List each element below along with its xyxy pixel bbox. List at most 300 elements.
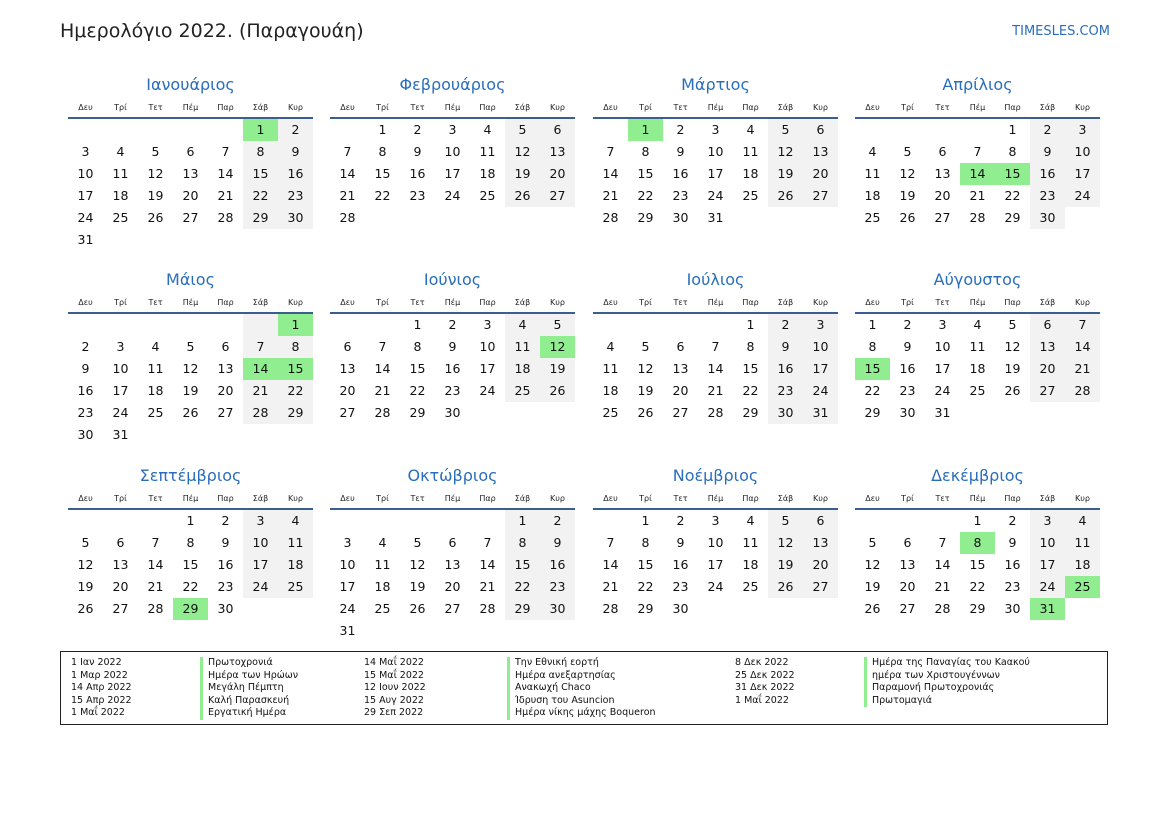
day-cell: 10	[707, 535, 724, 550]
day-cell: 13	[217, 361, 234, 376]
day-cell: 2	[278, 119, 313, 141]
day-cell: 26	[147, 210, 164, 225]
weekday-header: Δευ	[855, 489, 890, 510]
day-cell: 10	[243, 532, 278, 554]
day-cell: 16	[1030, 163, 1065, 185]
legend-date: 14 Απρ 2022	[71, 682, 132, 694]
day-cell: 4	[746, 513, 755, 528]
month-calendar	[855, 463, 1100, 620]
day-cell: 26	[540, 380, 575, 402]
holiday-day-cell: 14	[960, 163, 995, 185]
weekday-header: Τρί	[365, 293, 400, 314]
day-cell: 20	[803, 554, 838, 576]
day-cell: 27	[803, 185, 838, 207]
legend-date: 15 Αυγ 2022	[364, 694, 424, 706]
weekday-header: Παρ	[470, 293, 505, 314]
month-name: Αύγουστος	[933, 270, 1022, 289]
day-cell: 9	[768, 336, 803, 358]
legend-date: 1 Μαΐ 2022	[735, 694, 789, 706]
site-link[interactable]: TIMESLES.COM	[1012, 24, 1110, 39]
day-cell: 16	[672, 166, 689, 181]
weekday-header: Τετ	[663, 293, 698, 314]
weekday-header: Πέμ	[435, 489, 470, 510]
day-cell: 20	[803, 163, 838, 185]
day-cell: 27	[672, 405, 689, 420]
day-cell: 10	[479, 339, 496, 354]
day-cell: 9	[676, 144, 685, 159]
day-cell: 15	[505, 554, 540, 576]
day-cell: 19	[768, 163, 803, 185]
day-cell: 23	[217, 579, 234, 594]
empty-cell	[68, 314, 103, 336]
day-cell: 6	[448, 535, 457, 550]
day-cell: 1	[378, 122, 387, 137]
day-cell: 18	[864, 188, 881, 203]
holiday-day-cell: 25	[1065, 576, 1100, 598]
day-cell: 12	[409, 557, 426, 572]
weekday-header: Παρ	[995, 293, 1030, 314]
day-cell: 7	[606, 535, 615, 550]
day-cell: 8	[746, 339, 755, 354]
weekday-header: Πέμ	[960, 293, 995, 314]
day-cell: 28	[243, 402, 278, 424]
legend-holiday-name: Ίδρυση του Asuncion	[515, 694, 615, 706]
empty-cell	[435, 510, 470, 532]
day-cell: 12	[1004, 339, 1021, 354]
day-grid	[68, 293, 313, 446]
day-cell: 26	[768, 576, 803, 598]
day-cell: 14	[374, 361, 391, 376]
day-cell: 12	[147, 166, 164, 181]
day-grid	[330, 293, 575, 424]
day-cell: 21	[707, 383, 724, 398]
day-cell: 12	[637, 361, 654, 376]
day-cell: 25	[112, 210, 129, 225]
day-cell: 28	[602, 210, 619, 225]
day-cell: 25	[147, 405, 164, 420]
day-cell: 21	[339, 188, 356, 203]
day-cell: 19	[637, 383, 654, 398]
weekday-header: Δευ	[330, 489, 365, 510]
day-cell: 3	[343, 535, 352, 550]
legend-names-col-3	[864, 657, 1030, 707]
day-cell: 24	[77, 210, 94, 225]
day-cell: 13	[182, 166, 199, 181]
day-cell: 10	[803, 336, 838, 358]
day-cell: 20	[540, 163, 575, 185]
day-grid	[593, 98, 838, 229]
day-cell: 25	[969, 383, 986, 398]
day-cell: 23	[672, 188, 689, 203]
day-cell: 15	[374, 166, 391, 181]
empty-cell	[400, 510, 435, 532]
empty-cell	[960, 119, 995, 141]
day-cell: 31	[934, 405, 951, 420]
weekday-header: Τρί	[890, 98, 925, 119]
legend-date: 1 Ιαν 2022	[71, 657, 122, 668]
day-cell: 23	[1004, 579, 1021, 594]
day-cell: 7	[711, 339, 720, 354]
day-cell: 30	[1030, 207, 1065, 229]
day-cell: 11	[742, 144, 759, 159]
weekday-header: Κυρ	[278, 293, 313, 314]
day-cell: 26	[899, 210, 916, 225]
day-cell: 10	[339, 557, 356, 572]
day-cell: 5	[505, 119, 540, 141]
day-cell: 15	[969, 557, 986, 572]
day-cell: 9	[448, 339, 457, 354]
day-cell: 15	[637, 557, 654, 572]
day-cell: 27	[112, 601, 129, 616]
day-cell: 1	[973, 513, 982, 528]
weekday-header: Παρ	[208, 489, 243, 510]
day-cell: 29	[278, 402, 313, 424]
legend-holiday-name: Εργατική Ημέρα	[208, 707, 287, 719]
day-cell: 17	[934, 361, 951, 376]
day-grid	[855, 98, 1100, 229]
day-cell: 14	[707, 361, 724, 376]
weekday-header: Κυρ	[803, 98, 838, 119]
day-cell: 22	[742, 383, 759, 398]
day-cell: 21	[147, 579, 164, 594]
weekday-header: Τετ	[925, 98, 960, 119]
day-cell: 1	[868, 317, 877, 332]
weekday-header: Πέμ	[698, 489, 733, 510]
day-cell: 4	[973, 317, 982, 332]
day-cell: 30	[77, 427, 94, 442]
month-name: Μάρτιος	[681, 75, 750, 94]
weekday-header: Σάβ	[243, 293, 278, 314]
day-cell: 5	[186, 339, 195, 354]
legend-holiday-name: ημέρα των Χριστουγέννων	[872, 669, 1000, 681]
legend-date: 1 Μαρ 2022	[71, 669, 128, 681]
weekday-header: Κυρ	[803, 489, 838, 510]
day-cell: 17	[707, 166, 724, 181]
day-grid	[68, 489, 313, 620]
day-cell: 2	[413, 122, 422, 137]
day-cell: 14	[147, 557, 164, 572]
month-calendar	[593, 463, 838, 620]
legend-holiday-name: Πρωτομαγιά	[872, 694, 933, 706]
legend-date: 15 Απρ 2022	[71, 694, 132, 706]
day-cell: 14	[1065, 336, 1100, 358]
day-cell: 25	[742, 188, 759, 203]
day-cell: 15	[637, 166, 654, 181]
weekday-header: Τετ	[925, 293, 960, 314]
legend-names-col-2	[507, 657, 656, 720]
day-cell: 3	[711, 513, 720, 528]
day-cell: 18	[278, 554, 313, 576]
day-cell: 20	[1030, 358, 1065, 380]
day-cell: 12	[864, 557, 881, 572]
day-cell: 27	[540, 185, 575, 207]
day-cell: 22	[278, 380, 313, 402]
day-cell: 18	[505, 358, 540, 380]
weekday-header: Παρ	[208, 98, 243, 119]
day-cell: 30	[899, 405, 916, 420]
day-cell: 13	[540, 141, 575, 163]
day-cell: 21	[374, 383, 391, 398]
day-cell: 21	[1065, 358, 1100, 380]
day-cell: 22	[182, 579, 199, 594]
day-cell: 24	[112, 405, 129, 420]
weekday-header: Σάβ	[1030, 293, 1065, 314]
day-cell: 26	[1004, 383, 1021, 398]
weekday-header: Δευ	[593, 293, 628, 314]
empty-cell	[208, 119, 243, 141]
day-cell: 8	[186, 535, 195, 550]
day-cell: 22	[505, 576, 540, 598]
day-cell: 18	[742, 166, 759, 181]
day-cell: 25	[864, 210, 881, 225]
day-cell: 27	[1030, 380, 1065, 402]
month-calendar	[593, 72, 838, 229]
day-grid	[855, 293, 1100, 424]
day-cell: 4	[868, 144, 877, 159]
day-cell: 24	[243, 576, 278, 598]
day-cell: 15	[243, 163, 278, 185]
day-cell: 18	[374, 579, 391, 594]
day-cell: 5	[768, 119, 803, 141]
day-cell: 29	[864, 405, 881, 420]
day-cell: 2	[81, 339, 90, 354]
day-cell: 17	[77, 188, 94, 203]
weekday-header: Δευ	[330, 98, 365, 119]
weekday-header: Τετ	[663, 98, 698, 119]
day-cell: 7	[151, 535, 160, 550]
day-cell: 10	[1065, 141, 1100, 163]
day-cell: 30	[540, 598, 575, 620]
weekday-header: Δευ	[593, 489, 628, 510]
day-cell: 29	[1004, 210, 1021, 225]
day-cell: 11	[1065, 532, 1100, 554]
day-cell: 18	[742, 557, 759, 572]
day-cell: 4	[151, 339, 160, 354]
day-cell: 16	[77, 383, 94, 398]
empty-cell	[208, 314, 243, 336]
day-cell: 26	[77, 601, 94, 616]
day-cell: 7	[1065, 314, 1100, 336]
day-cell: 11	[969, 339, 986, 354]
empty-cell	[138, 119, 173, 141]
day-cell: 16	[899, 361, 916, 376]
day-cell: 18	[602, 383, 619, 398]
day-grid	[593, 293, 838, 424]
day-cell: 11	[147, 361, 164, 376]
empty-cell	[173, 119, 208, 141]
day-cell: 3	[243, 510, 278, 532]
empty-cell	[365, 510, 400, 532]
month-calendar	[68, 267, 313, 446]
day-cell: 22	[374, 188, 391, 203]
month-calendar	[855, 267, 1100, 424]
day-cell: 19	[505, 163, 540, 185]
day-cell: 25	[374, 601, 391, 616]
weekday-header: Σάβ	[243, 489, 278, 510]
weekday-header: Τρί	[103, 293, 138, 314]
day-cell: 10	[77, 166, 94, 181]
day-cell: 6	[1030, 314, 1065, 336]
day-cell: 26	[409, 601, 426, 616]
empty-cell	[365, 314, 400, 336]
day-cell: 13	[803, 532, 838, 554]
day-cell: 8	[868, 339, 877, 354]
weekday-header: Κυρ	[1065, 489, 1100, 510]
weekday-header: Παρ	[995, 98, 1030, 119]
day-cell: 28	[969, 210, 986, 225]
day-cell: 28	[479, 601, 496, 616]
day-cell: 30	[672, 210, 689, 225]
weekday-header: Δευ	[593, 98, 628, 119]
day-cell: 1	[413, 317, 422, 332]
weekday-header: Κυρ	[540, 489, 575, 510]
day-cell: 16	[768, 358, 803, 380]
empty-cell	[628, 314, 663, 336]
holiday-day-cell: 15	[855, 358, 890, 380]
day-cell: 13	[339, 361, 356, 376]
weekday-header: Τρί	[890, 293, 925, 314]
day-cell: 24	[707, 579, 724, 594]
empty-cell	[593, 510, 628, 532]
day-cell: 17	[444, 166, 461, 181]
month-name: Ιούνιος	[423, 270, 482, 289]
legend-dates-col-2	[364, 657, 426, 720]
day-cell: 28	[1065, 380, 1100, 402]
day-cell: 2	[1030, 119, 1065, 141]
month-name: Μάιος	[166, 270, 215, 289]
day-cell: 21	[602, 579, 619, 594]
day-cell: 27	[899, 601, 916, 616]
day-cell: 17	[1030, 554, 1065, 576]
day-cell: 5	[903, 144, 912, 159]
month-name: Δεκέμβριος	[931, 466, 1024, 485]
day-cell: 7	[221, 144, 230, 159]
day-cell: 1	[746, 317, 755, 332]
weekday-header: Παρ	[733, 293, 768, 314]
legend-date: 1 Μαΐ 2022	[71, 707, 125, 719]
day-cell: 18	[969, 361, 986, 376]
day-cell: 6	[343, 339, 352, 354]
day-cell: 4	[116, 144, 125, 159]
day-cell: 8	[243, 141, 278, 163]
empty-cell	[330, 510, 365, 532]
day-cell: 20	[444, 579, 461, 594]
day-cell: 3	[448, 122, 457, 137]
weekday-header: Παρ	[733, 98, 768, 119]
day-cell: 11	[374, 557, 391, 572]
day-cell: 22	[243, 185, 278, 207]
month-calendar	[593, 267, 838, 424]
day-cell: 6	[803, 119, 838, 141]
day-cell: 13	[899, 557, 916, 572]
weekday-header: Σάβ	[505, 293, 540, 314]
legend-dates-col-3	[735, 657, 795, 707]
month-calendar	[330, 72, 575, 229]
weekday-header: Τετ	[925, 489, 960, 510]
day-cell: 5	[768, 510, 803, 532]
weekday-header: Τρί	[103, 489, 138, 510]
legend-holiday-name: Ημέρα ανεξαρτησίας	[515, 669, 616, 681]
weekday-header: Σάβ	[505, 98, 540, 119]
day-cell: 6	[803, 510, 838, 532]
day-cell: 13	[444, 557, 461, 572]
day-cell: 14	[479, 557, 496, 572]
weekday-header: Σάβ	[1030, 98, 1065, 119]
weekday-header: Δευ	[855, 293, 890, 314]
day-grid	[855, 489, 1100, 620]
empty-cell	[593, 119, 628, 141]
day-cell: 28	[339, 210, 356, 225]
day-cell: 22	[637, 579, 654, 594]
month-name: Φεβρουάριος	[399, 75, 506, 94]
day-cell: 25	[742, 579, 759, 594]
legend-date: 25 Δεκ 2022	[735, 669, 795, 681]
day-cell: 4	[278, 510, 313, 532]
day-cell: 18	[1065, 554, 1100, 576]
day-cell: 14	[339, 166, 356, 181]
weekday-header: Τετ	[138, 489, 173, 510]
day-cell: 12	[505, 141, 540, 163]
weekday-header: Δευ	[330, 293, 365, 314]
holiday-day-cell: 1	[278, 314, 313, 336]
legend-holiday-name: Παραμονή Πρωτοχρονιάς	[872, 682, 995, 694]
day-cell: 23	[278, 185, 313, 207]
legend-date: 15 Μαΐ 2022	[364, 669, 424, 681]
day-cell: 13	[672, 361, 689, 376]
day-cell: 19	[77, 579, 94, 594]
day-cell: 25	[479, 188, 496, 203]
day-cell: 15	[742, 361, 759, 376]
weekday-header: Κυρ	[278, 489, 313, 510]
empty-cell	[470, 510, 505, 532]
weekday-header: Παρ	[470, 98, 505, 119]
weekday-header: Σάβ	[768, 98, 803, 119]
day-cell: 13	[112, 557, 129, 572]
day-cell: 6	[540, 119, 575, 141]
day-cell: 24	[339, 601, 356, 616]
weekday-header: Παρ	[208, 293, 243, 314]
day-cell: 14	[934, 557, 951, 572]
day-cell: 5	[1008, 317, 1017, 332]
weekday-header: Τρί	[628, 293, 663, 314]
empty-cell	[138, 510, 173, 532]
holiday-day-cell: 12	[540, 336, 575, 358]
weekday-header: Πέμ	[960, 489, 995, 510]
day-cell: 24	[479, 383, 496, 398]
weekday-header: Δευ	[855, 98, 890, 119]
day-cell: 19	[1004, 361, 1021, 376]
day-cell: 9	[903, 339, 912, 354]
day-cell: 29	[505, 598, 540, 620]
day-cell: 27	[444, 601, 461, 616]
empty-cell	[663, 314, 698, 336]
day-cell: 23	[1030, 185, 1065, 207]
day-cell: 11	[505, 336, 540, 358]
day-cell: 11	[602, 361, 619, 376]
day-cell: 3	[1030, 510, 1065, 532]
day-cell: 3	[711, 122, 720, 137]
day-cell: 10	[444, 144, 461, 159]
day-cell: 2	[221, 513, 230, 528]
legend-holiday-name: Καλή Παρασκευή	[208, 694, 290, 706]
empty-cell	[68, 510, 103, 532]
day-cell: 2	[676, 513, 685, 528]
legend-holiday-name: Ημέρα της Παναγίας του Κaακού	[872, 657, 1030, 668]
day-cell: 20	[217, 383, 234, 398]
day-cell: 21	[479, 579, 496, 594]
day-cell: 25	[278, 576, 313, 598]
day-cell: 20	[112, 579, 129, 594]
